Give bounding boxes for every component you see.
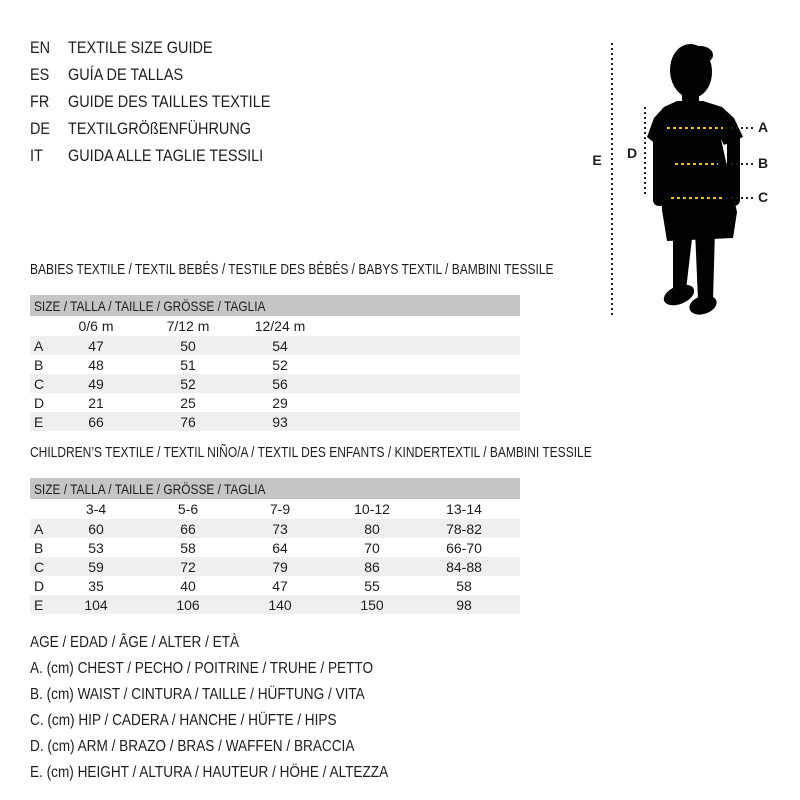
age-column-label: 10-12	[354, 501, 390, 517]
table-row-d	[30, 576, 520, 595]
language-row-it	[30, 142, 306, 169]
size-value: 29	[272, 394, 288, 411]
language-row-fr	[30, 88, 306, 115]
size-value: 52	[180, 375, 196, 392]
size-value: 93	[272, 413, 288, 430]
row-label: E	[34, 413, 44, 430]
legend-line-hip: C. (cm) HIP / CADERA / HANCHE / HÜFTE / HIPS	[30, 712, 337, 729]
table-size-header	[30, 295, 520, 316]
arm-line-D	[644, 107, 646, 195]
size-value: 78-82	[446, 520, 482, 537]
waist-line-B	[675, 163, 718, 165]
legend-age-line: AGE / EDAD / ÂGE / ALTER / ETÀ	[30, 634, 240, 651]
size-value: 47	[272, 577, 288, 594]
size-value: 104	[84, 596, 108, 613]
row-label: A	[34, 520, 44, 537]
size-value: 60	[88, 520, 104, 537]
row-label: D	[34, 394, 45, 411]
age-column-label: 12/24 m	[254, 318, 306, 334]
size-value: 51	[180, 356, 196, 373]
table-age-row	[30, 316, 520, 336]
chest-line-A	[667, 127, 723, 129]
language-row-de	[30, 115, 306, 142]
size-value: 64	[272, 539, 288, 556]
language-row-es	[30, 61, 306, 88]
size-value: 54	[272, 337, 288, 354]
table-row-c	[30, 374, 520, 393]
legend-line-chest: A. (cm) CHEST / PECHO / POITRINE / TRUHE / PETTO	[30, 660, 374, 677]
size-value: 47	[88, 337, 104, 354]
table-row-e	[30, 595, 520, 614]
size-value: 80	[364, 520, 380, 537]
size-value: 59	[88, 558, 104, 575]
size-value: 66-70	[446, 539, 482, 556]
waist-leader-B	[726, 163, 753, 165]
row-label: E	[34, 596, 44, 613]
size-value: 76	[180, 413, 196, 430]
children-size-table	[30, 478, 520, 614]
size-value: 55	[364, 577, 380, 594]
children-section-title: CHILDREN’S TEXTILE / TEXTIL NIÑO/A / TEXTIL DES ENFANTS / KINDERTEXTIL / BAMBINI TESSILE	[30, 444, 592, 461]
table-row-a	[30, 519, 520, 538]
age-column-label: 13-14	[446, 501, 482, 517]
language-code: EN	[30, 37, 51, 57]
row-label: B	[34, 539, 44, 556]
size-value: 140	[268, 596, 292, 613]
language-code: IT	[30, 145, 43, 165]
size-value: 58	[180, 539, 196, 556]
measure-label-e: E	[592, 152, 602, 168]
age-column-label: 0/6 m	[78, 318, 114, 334]
size-value: 66	[88, 413, 104, 430]
legend-line-waist: B. (cm) WAIST / CINTURA / TAILLE / HÜFTUNG / VITA	[30, 686, 365, 703]
language-code: ES	[30, 64, 50, 84]
size-value: 72	[180, 558, 196, 575]
size-value: 50	[180, 337, 196, 354]
hip-leader-C	[726, 197, 753, 199]
age-column-label: 5-6	[177, 501, 199, 517]
measure-label-c: C	[757, 189, 769, 205]
size-value: 49	[88, 375, 104, 392]
hip-line-C	[671, 197, 724, 199]
row-label: C	[34, 375, 45, 392]
size-value: 73	[272, 520, 288, 537]
row-label: C	[34, 558, 45, 575]
row-label: D	[34, 577, 45, 594]
guide-title-en: TEXTILE SIZE GUIDE	[68, 37, 213, 57]
table-row-b	[30, 538, 520, 557]
size-value: 56	[272, 375, 288, 392]
language-row-en	[30, 34, 306, 61]
babies-size-table	[30, 295, 520, 431]
age-column-label: 7/12 m	[166, 318, 210, 334]
size-value: 70	[364, 539, 380, 556]
size-value: 25	[180, 394, 196, 411]
table-size-header-label: SIZE / TALLA / TAILLE / GRÖSSE / TAGLIA	[34, 480, 266, 497]
measure-label-a: A	[757, 119, 769, 135]
size-value: 66	[180, 520, 196, 537]
silhouette-right-leg	[695, 230, 715, 300]
guide-title-it: GUIDA ALLE TAGLIE TESSILI	[68, 145, 264, 165]
guide-title-de: TEXTILGRÖßENFÜHRUNG	[68, 118, 252, 138]
size-value: 106	[176, 596, 200, 613]
size-value: 58	[456, 577, 472, 594]
silhouette-left-leg	[673, 230, 693, 290]
guide-title-fr: GUIDE DES TAILLES TEXTILE	[68, 91, 271, 111]
table-row-d	[30, 393, 520, 412]
language-code: FR	[30, 91, 50, 111]
table-age-row	[30, 499, 520, 519]
size-value: 40	[180, 577, 196, 594]
size-value: 35	[88, 577, 104, 594]
child-silhouette-icon	[640, 40, 760, 320]
chest-leader-A	[726, 127, 753, 129]
table-row-a	[30, 336, 520, 355]
guide-title-es: GUÍA DE TALLAS	[68, 64, 184, 84]
size-value: 52	[272, 356, 288, 373]
row-label: B	[34, 356, 44, 373]
silhouette-hair	[687, 46, 713, 64]
table-size-header	[30, 478, 520, 499]
language-code: DE	[30, 118, 51, 138]
size-value: 21	[88, 394, 104, 411]
measurement-figure	[585, 35, 795, 327]
size-value: 79	[272, 558, 288, 575]
size-value: 98	[456, 596, 472, 613]
table-row-b	[30, 355, 520, 374]
size-value: 150	[360, 596, 384, 613]
row-label: A	[34, 337, 44, 354]
table-size-header-label: SIZE / TALLA / TAILLE / GRÖSSE / TAGLIA	[34, 297, 266, 314]
measure-label-d: D	[626, 145, 638, 161]
age-column-label: 7-9	[269, 501, 291, 517]
language-title-list	[30, 34, 306, 169]
size-value: 48	[88, 356, 104, 373]
babies-section-title: BABIES TEXTILE / TEXTIL BEBÉS / TESTILE DES BÉBÉS / BABYS TEXTIL / BAMBINI TESSILE	[30, 261, 554, 278]
table-row-e	[30, 412, 520, 431]
table-row-c	[30, 557, 520, 576]
size-value: 86	[364, 558, 380, 575]
size-value: 53	[88, 539, 104, 556]
legend-line-height: E. (cm) HEIGHT / ALTURA / HAUTEUR / HÖHE / ALTEZZA	[30, 764, 389, 781]
size-value: 84-88	[446, 558, 482, 575]
measurement-legend	[30, 630, 451, 786]
legend-line-arm: D. (cm) ARM / BRAZO / BRAS / WAFFEN / BRACCIA	[30, 738, 355, 755]
measure-label-b: B	[757, 155, 769, 171]
age-column-label: 3-4	[85, 501, 107, 517]
